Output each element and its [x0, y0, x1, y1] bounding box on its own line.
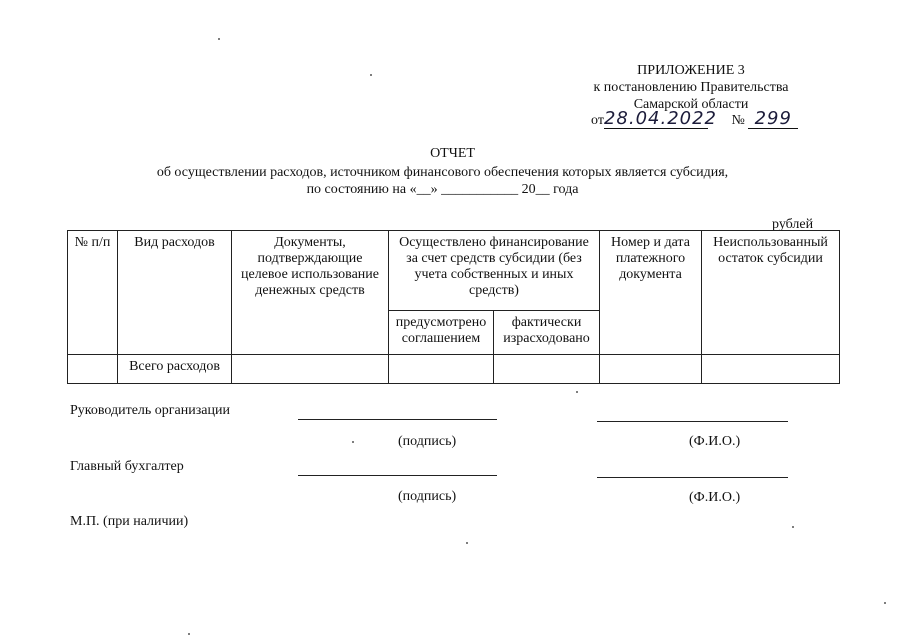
header-supporting-documents: Документы, подтверждающие целевое использование денежных средств — [232, 231, 389, 355]
date-prefix: от — [591, 113, 604, 128]
table-total-row — [68, 355, 840, 384]
scan-speck — [188, 633, 190, 635]
accountant-signature-label: Главный бухгалтер — [70, 459, 184, 474]
resolution-date-row — [591, 110, 798, 129]
header-planned: предусмотрено соглашением — [389, 311, 494, 355]
total-cell-actual — [494, 355, 600, 384]
appendix-region-line: Самарской области — [633, 97, 749, 112]
accountant-name-line — [597, 477, 788, 478]
appendix-block — [560, 62, 822, 113]
report-subtitle — [0, 164, 885, 198]
head-signature-hint: (подпись) — [398, 434, 457, 449]
appendix-resolution-line: к постановлению Правительства — [593, 80, 789, 95]
table-header-row — [68, 231, 840, 311]
scan-speck — [370, 74, 372, 76]
accountant-signature-hint: (подпись) — [398, 489, 457, 504]
appendix-heading: ПРИЛОЖЕНИЕ 3 — [637, 63, 745, 78]
number-prefix: № — [731, 113, 745, 128]
scan-speck — [466, 542, 468, 544]
report-subtitle-line2: по состоянию на «__» ___________ 20__ года — [306, 182, 579, 197]
header-financed: Осуществлено финансирование за счет средств субсидии (без учета собственных и иных средств) — [389, 231, 600, 311]
total-cell-documents — [232, 355, 389, 384]
scan-speck — [352, 441, 354, 443]
handwritten-date: 28.04.2022 — [603, 108, 717, 129]
report-title: ОТЧЕТ — [430, 146, 475, 161]
total-cell-payment — [600, 355, 702, 384]
report-subtitle-line1: об осуществлении расходов, источником финансового обеспечения которых является субсидия, — [156, 165, 729, 180]
head-name-line — [597, 421, 788, 422]
scan-speck — [792, 526, 794, 528]
scan-speck — [884, 602, 886, 604]
report-table — [67, 230, 840, 384]
head-signature-label: Руководитель организации — [70, 403, 230, 418]
accountant-name-hint: (Ф.И.О.) — [689, 490, 741, 505]
total-cell-remainder — [702, 355, 840, 384]
header-row-number: № п/п — [68, 231, 118, 355]
header-unused-remainder: Неиспользованный остаток субсидии — [702, 231, 840, 355]
accountant-signature-line — [298, 475, 497, 476]
header-actual: фактически израсходовано — [494, 311, 600, 355]
handwritten-number: 299 — [748, 110, 798, 129]
total-row-label: Всего расходов — [118, 355, 232, 384]
head-signature-line — [298, 419, 497, 420]
total-cell-planned — [389, 355, 494, 384]
scan-speck — [218, 38, 220, 40]
currency-unit: рублей — [772, 217, 814, 232]
header-expense-type: Вид расходов — [118, 231, 232, 355]
total-cell-number — [68, 355, 118, 384]
head-name-hint: (Ф.И.О.) — [689, 434, 741, 449]
header-payment-document: Номер и дата платежного документа — [600, 231, 702, 355]
stamp-label: М.П. (при наличии) — [70, 514, 189, 529]
scan-speck — [576, 391, 578, 393]
